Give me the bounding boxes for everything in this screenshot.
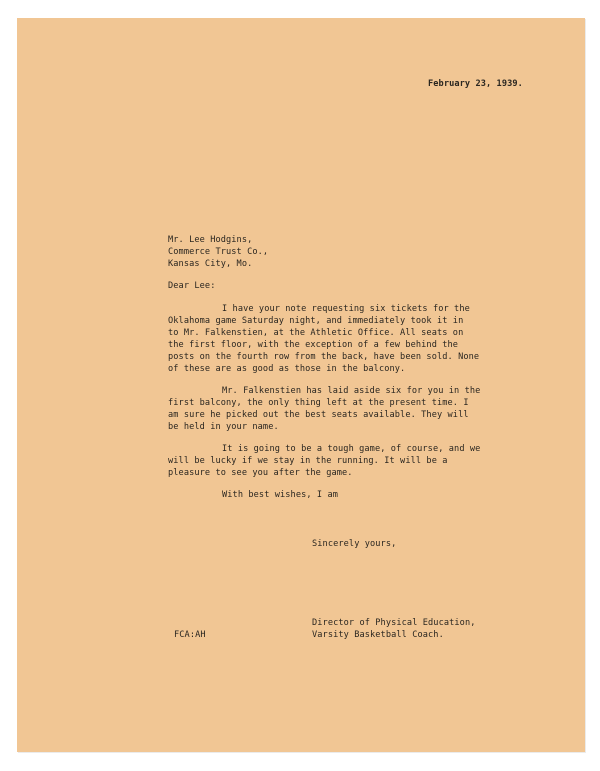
paragraph-3-line: pleasure to see you after the game.	[168, 468, 353, 478]
paragraph-1-line: to Mr. Falkenstien, at the Athletic Office. All seats on	[168, 328, 464, 338]
signoff: Sincerely yours,	[312, 539, 397, 549]
paragraph-2-line: Mr. Falkenstien has laid aside six for you in the	[222, 386, 481, 396]
closing-line: With best wishes, I am	[222, 490, 339, 500]
recipient-company: Commerce Trust Co.,	[168, 247, 269, 257]
letter-date: February 23, 1939.	[428, 79, 523, 89]
paragraph-3-line: will be lucky if we stay in the running. It will be a	[168, 456, 448, 466]
paragraph-1-line: Oklahoma game Saturday night, and immediately took it in	[168, 316, 464, 326]
paragraph-3-line: It is going to be a tough game, of course, and we	[222, 444, 481, 454]
paragraph-1-line: the first floor, with the exception of a few behind the	[168, 340, 459, 350]
paragraph-1-line: of these are as good as those in the balcony.	[168, 364, 406, 374]
paragraph-1-line: I have your note requesting six tickets for the	[222, 304, 470, 314]
signature-title-1: Director of Physical Education,	[312, 618, 476, 628]
paragraph-2-line: first balcony, the only thing left at the present time. I	[168, 398, 469, 408]
paragraph-2-line: be held in your name.	[168, 422, 279, 432]
paragraph-1-line: posts on the fourth row from the back, have been sold. None	[168, 352, 480, 362]
recipient-location: Kansas City, Mo.	[168, 259, 253, 269]
letter-paper	[17, 18, 585, 752]
reference-initials: FCA:AH	[174, 630, 206, 640]
signature-title-2: Varsity Basketball Coach.	[312, 630, 444, 640]
salutation: Dear Lee:	[168, 281, 216, 291]
paragraph-2-line: am sure he picked out the best seats available. They will	[168, 410, 469, 420]
recipient-name: Mr. Lee Hodgins,	[168, 235, 253, 245]
